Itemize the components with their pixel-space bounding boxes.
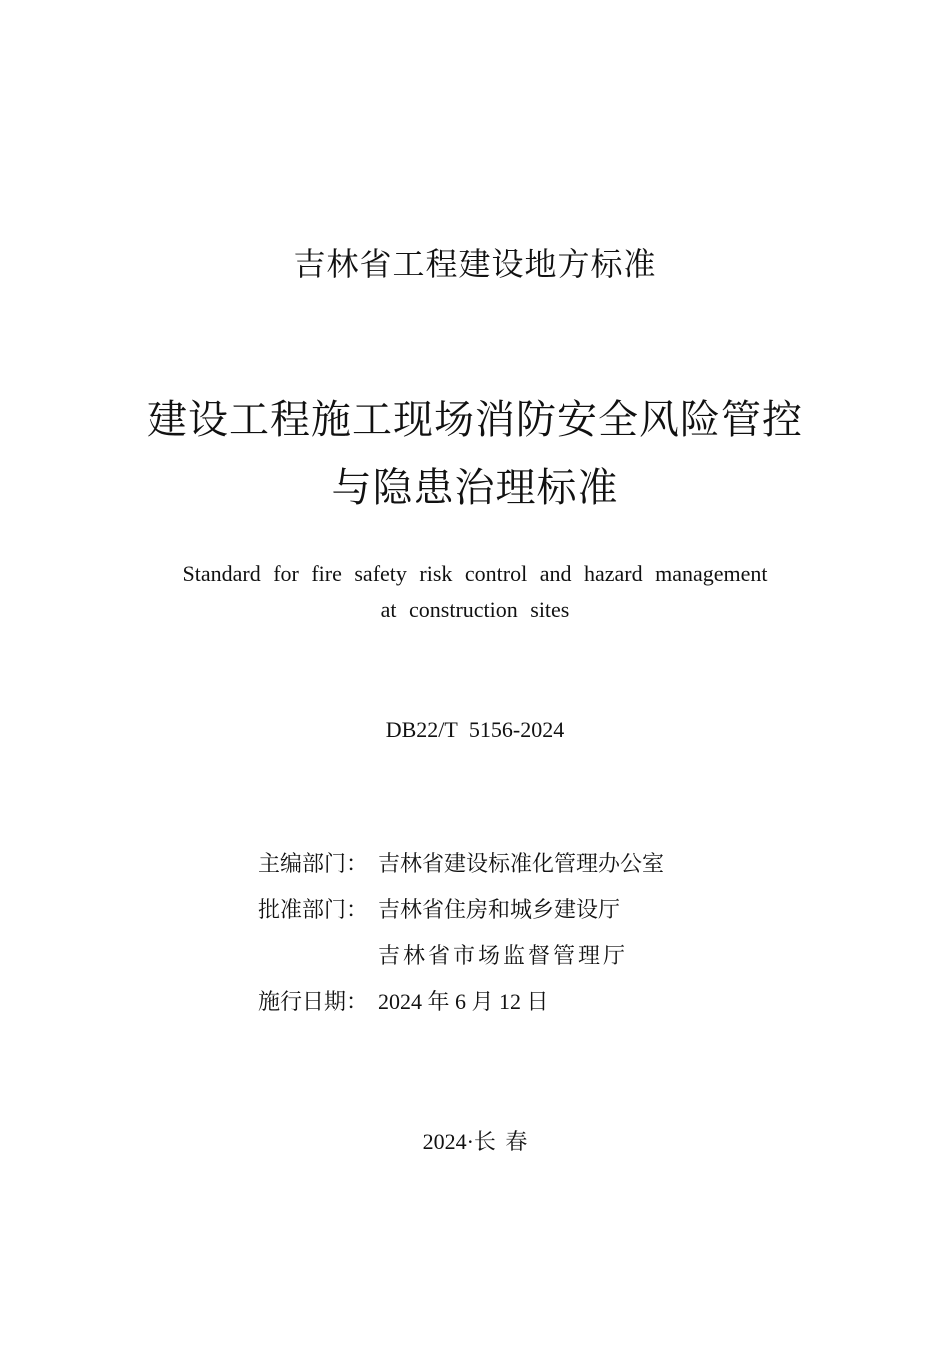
standard-code: DB22/T 5156-2024 xyxy=(385,717,565,742)
english-title-line-2: at construction sites xyxy=(380,597,570,622)
approval-row xyxy=(258,887,818,933)
approval-label-spacer xyxy=(258,933,378,979)
chinese-title-line-2: 与隐患治理标准 xyxy=(331,465,619,511)
approval-row-2 xyxy=(258,933,818,979)
publication-info xyxy=(258,841,818,1025)
approval-value-1: 吉林省住房和城乡建设厅 xyxy=(378,897,621,922)
approval-label: 批准部门： xyxy=(258,897,369,922)
standard-category: 吉林省工程建设地方标准 xyxy=(293,245,657,283)
english-title xyxy=(0,556,950,628)
effective-date-value: 2024 年 6 月 12 日 xyxy=(378,989,549,1014)
effective-date-row xyxy=(258,979,818,1025)
english-title-line-1: Standard for fire safety risk control and hazard management xyxy=(182,561,768,586)
effective-date-label: 施行日期： xyxy=(258,989,369,1014)
editor-row xyxy=(258,841,818,887)
editor-value: 吉林省建设标准化管理办公室 xyxy=(378,851,665,876)
approval-value-2: 吉林省市场监督管理厅 xyxy=(378,943,629,968)
chinese-title xyxy=(0,386,950,522)
editor-label: 主编部门： xyxy=(258,851,369,876)
publication-place: 2024·长 春 xyxy=(422,1129,528,1154)
chinese-title-line-1: 建设工程施工现场消防安全风险管控 xyxy=(147,397,803,443)
